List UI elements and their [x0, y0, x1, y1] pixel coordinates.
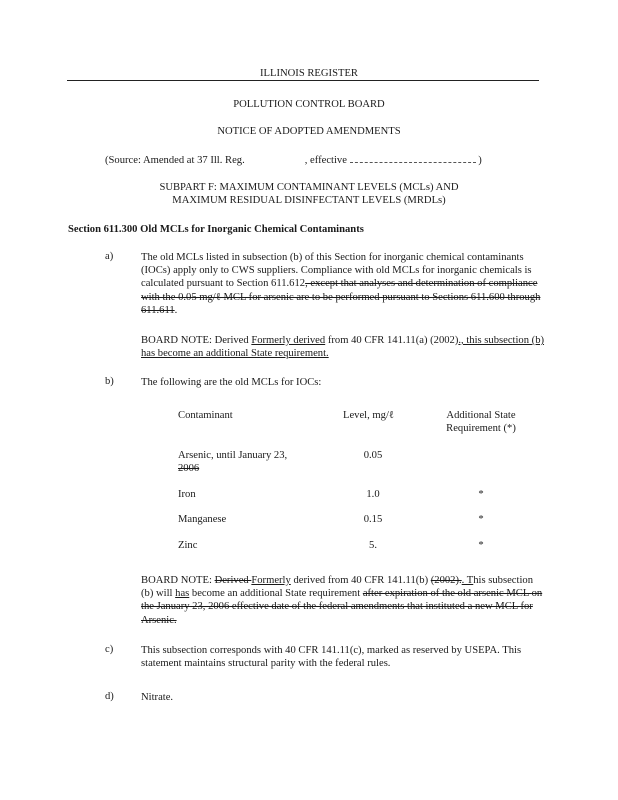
row-contaminant: Iron	[178, 489, 196, 500]
subsection-c-label: c)	[105, 644, 114, 655]
note-b-struck2: (2002).	[430, 575, 462, 586]
note-b-mid5: the January 23, 2006 effective date of the federal amendments that instituted a new MCL for Arsenic.	[141, 601, 533, 626]
header-additional-line2: Requirement (*)	[446, 423, 516, 434]
note-b-struck1: Derived	[214, 575, 252, 586]
row-contaminant: Arsenic, until January 23,	[178, 450, 288, 461]
row-req: *	[478, 514, 484, 525]
row-level: 0.05	[363, 450, 383, 461]
source-effective: , effective	[304, 155, 347, 166]
subsection-d-text: Nitrate.	[141, 692, 174, 703]
a-struck-text: , except that analyses and determination of compliance with the 0.05 mg/ℓ MCL for arsenic are to be performed pursuant to Sections 611.600 through 611.611	[141, 278, 541, 316]
subsection-b-intro: The following are the old MCLs for IOCs:	[141, 377, 322, 388]
register-title: ILLINOIS REGISTER	[260, 68, 358, 79]
source-line	[105, 154, 525, 166]
a-end: .	[174, 304, 178, 316]
note-b-mid1: derived from 40 CFR 141.11(b)	[290, 575, 431, 586]
board-title: POLLUTION CONTROL BOARD	[233, 99, 385, 110]
source-date-blank	[350, 154, 476, 163]
note-b-prefix: BOARD NOTE:	[141, 575, 215, 586]
note-a-ul2: ., this subsection (b) has become an additional State requirement.	[141, 335, 545, 360]
row-level: 1.0	[366, 489, 380, 500]
subpart-line1: SUBPART F: MAXIMUM CONTAMINANT LEVELS (MCLs) AND	[159, 182, 459, 193]
row-contaminant: Zinc	[178, 540, 198, 551]
row-req: *	[478, 489, 484, 500]
subsection-c-text: This subsection corresponds with 40 CFR 141.11(c), marked as reserved by USEPA. This statement maintains structural parity with the federal rules.	[141, 645, 522, 670]
note-b-ul2: . T	[461, 575, 474, 586]
section-title: Section 611.300 Old MCLs for Inorganic Chemical Contaminants	[68, 224, 364, 235]
note-b-mid3: become an additional State requirement	[189, 588, 363, 600]
note-a-ul1: Formerly derived	[251, 335, 326, 346]
note-b-mid4: arsenic MCL	[471, 588, 532, 600]
row-req: *	[478, 540, 484, 551]
subsection-d-label: d)	[105, 691, 114, 702]
note-a-mid: from 40 CFR 141.11(a) (2002)	[325, 335, 459, 346]
header-contaminant: Contaminant	[178, 410, 233, 421]
source-prefix: (Source: Amended at 37 Ill. Reg.	[105, 155, 245, 166]
header-additional	[441, 409, 521, 435]
notice-title: NOTICE OF ADOPTED AMENDMENTS	[217, 126, 401, 137]
subsection-a-text	[141, 251, 546, 317]
note-b-ul1: Formerly	[251, 575, 291, 586]
row-level: 5.	[369, 540, 377, 551]
note-a-prefix: BOARD NOTE: Derived	[141, 335, 252, 346]
note-b-ul3: has	[175, 588, 190, 600]
source-suffix: )	[478, 155, 482, 166]
subsection-a-label: a)	[105, 251, 114, 262]
header-rule	[67, 80, 539, 81]
row-level: 0.15	[363, 514, 383, 525]
row-contaminant-cont: 2006	[178, 463, 200, 474]
table-row	[178, 449, 287, 475]
board-note-a	[141, 334, 546, 360]
subsection-b-label: b)	[105, 376, 114, 387]
note-b-struck3: after expiration of the old	[362, 588, 472, 600]
row-contaminant: Manganese	[178, 514, 227, 525]
subpart-line2: MAXIMUM RESIDUAL DISINFECTANT LEVELS (MRDLs)	[172, 195, 446, 206]
a-text: The old MCLs listed in subsection (b) of this Section for inorganic chemical contaminants (IOCs) apply only to CWS suppliers. Compliance with old MCLs for inorganic chemicals is calculated pursuant to Section 611.612	[141, 252, 532, 290]
header-level: Level, mg/ℓ	[343, 410, 394, 421]
note-b-mid2: his subsection (b) will	[141, 575, 533, 600]
note-b-struck4: on	[531, 588, 543, 600]
board-note-b	[141, 574, 546, 627]
header-additional-line1: Additional State	[446, 410, 516, 421]
